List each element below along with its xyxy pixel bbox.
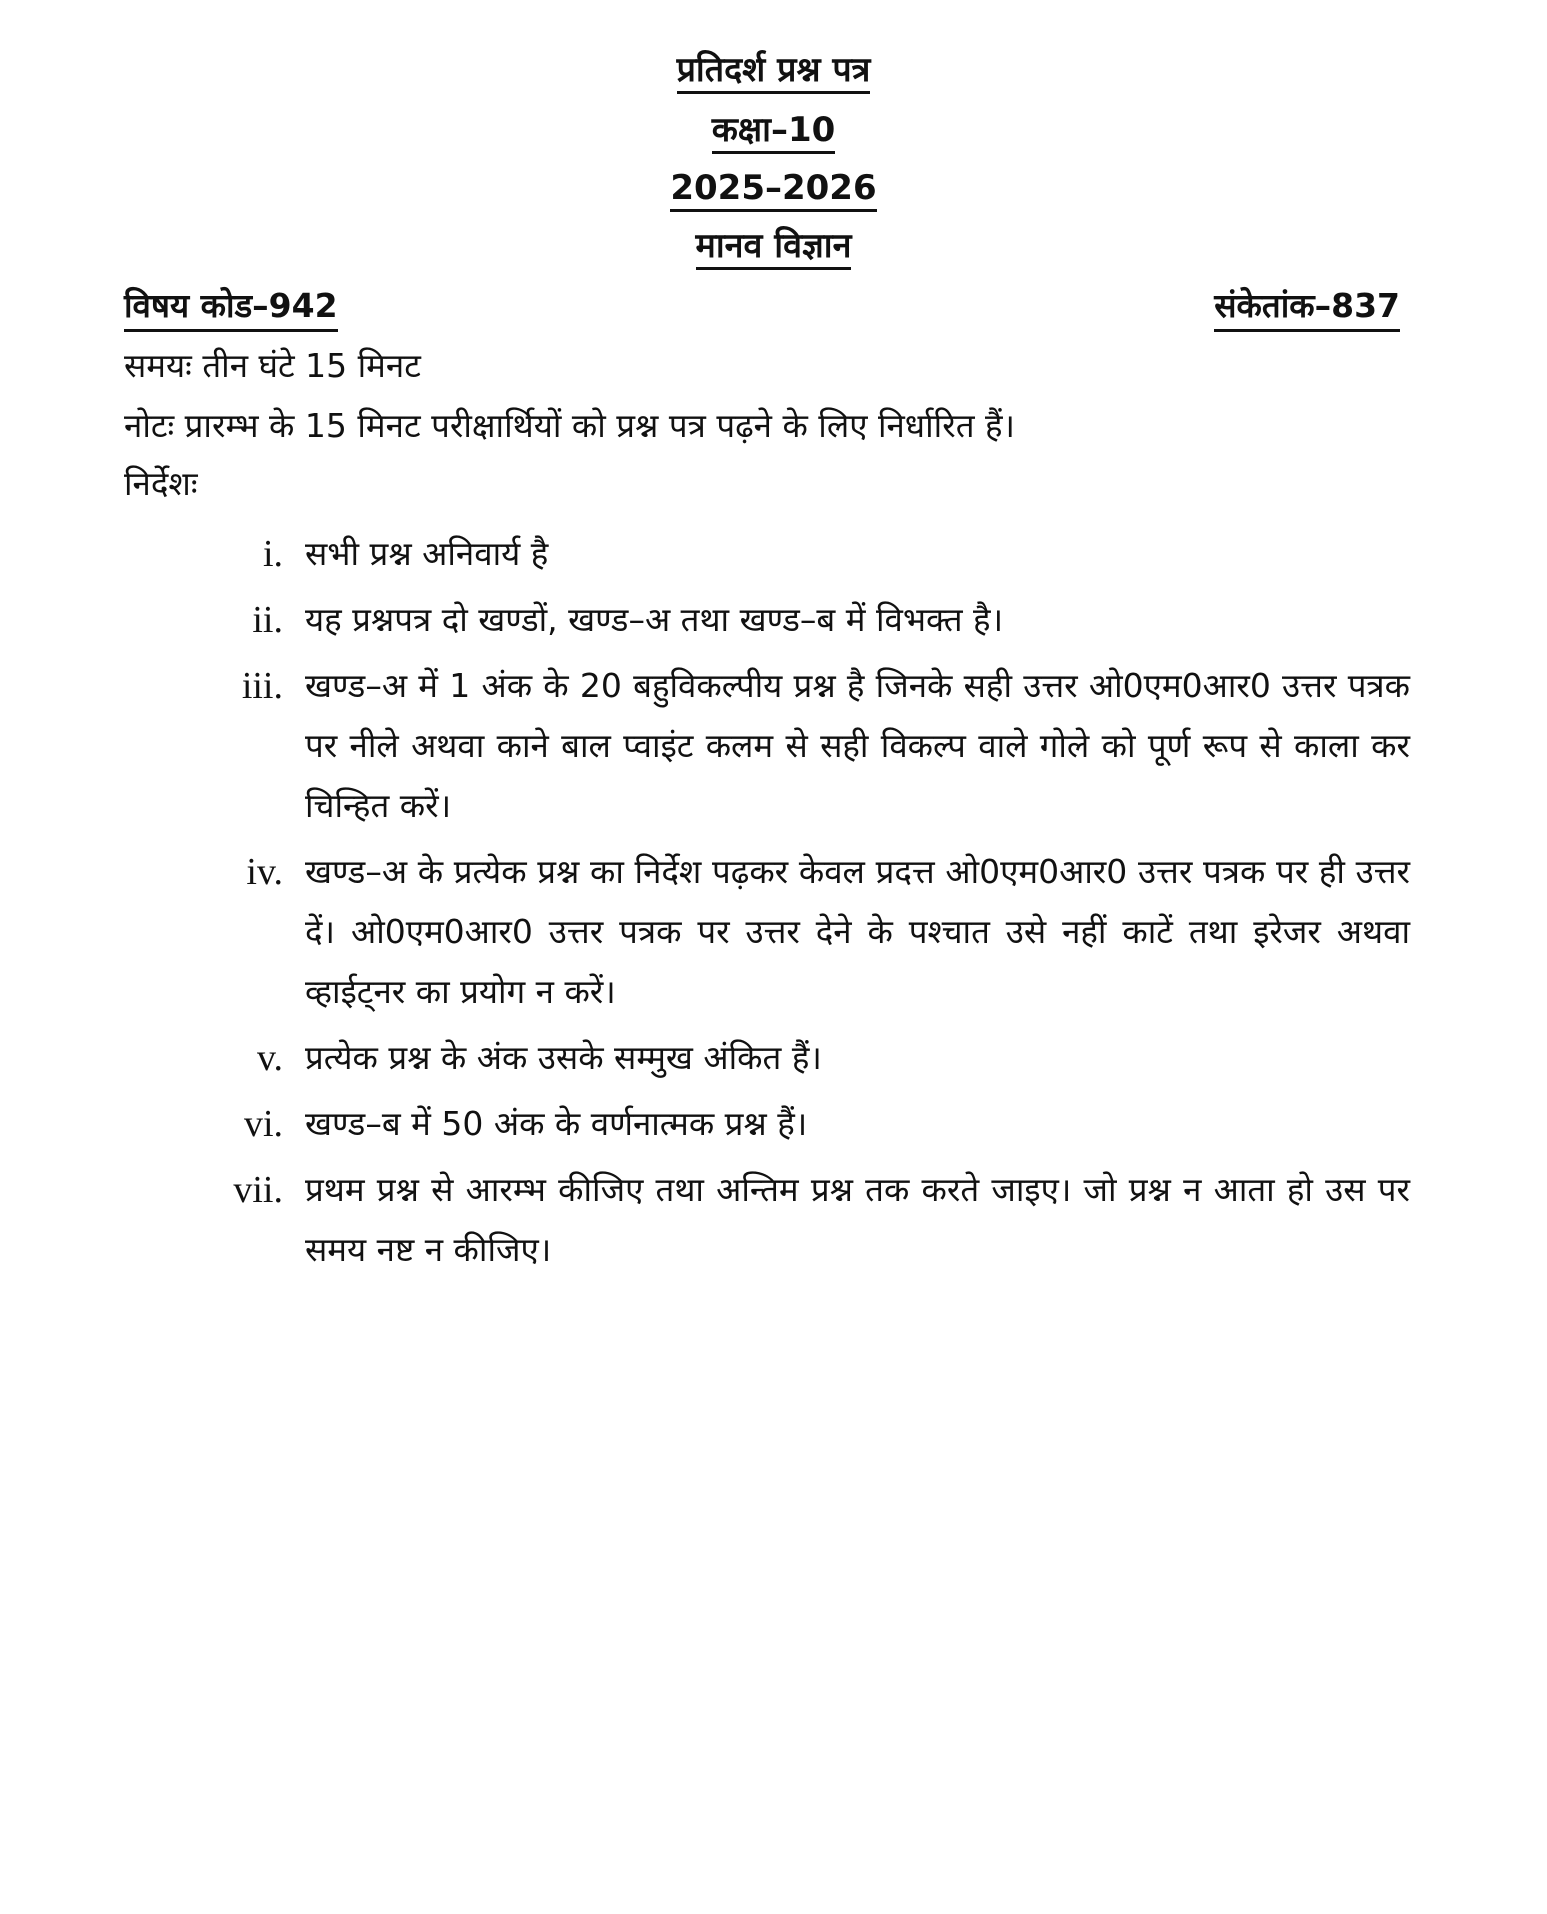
instruction-item bbox=[200, 842, 1410, 1022]
instruction-number: ii. bbox=[252, 599, 283, 641]
instruction-item bbox=[200, 524, 1410, 584]
instruction-number: iv. bbox=[246, 851, 283, 893]
instruction-text: यह प्रश्नपत्र दो खण्डों, खण्ड–अ तथा खण्ड–ब में विभक्त है। bbox=[305, 600, 1004, 639]
note-text: नोटः प्रारम्भ के 15 मिनट परीक्षार्थियों को प्रश्न पत्र पढ़ने के लिए निर्धारित हैं। bbox=[124, 406, 1016, 445]
instruction-number: vi. bbox=[243, 1103, 283, 1145]
instruction-item bbox=[200, 1028, 1410, 1088]
instruction-item bbox=[200, 656, 1410, 836]
instruction-item bbox=[200, 590, 1410, 650]
instruction-number: v. bbox=[256, 1037, 283, 1079]
instruction-item bbox=[200, 1094, 1410, 1154]
instructions-heading: निर्देशः bbox=[124, 464, 198, 503]
subject-code: विषय कोड–942 bbox=[124, 284, 338, 332]
paper-title-line bbox=[0, 48, 1547, 92]
code-number: संकेतांक–837 bbox=[1214, 284, 1400, 332]
class-label: कक्षा–10 bbox=[712, 110, 836, 154]
instruction-number: vii. bbox=[233, 1169, 283, 1211]
session-label: 2025–2026 bbox=[670, 168, 876, 212]
subject-label: मानव विज्ञान bbox=[696, 226, 852, 270]
meta-row bbox=[124, 284, 1400, 332]
instruction-text: खण्ड–अ में 1 अंक के 20 बहुविकल्पीय प्रश्न है जिनके सही उत्तर ओ0एम0आर0 उत्तर पत्रक पर नीले अथवा काने बाल प्वाइंट कलम से सही विकल्प वाले गोले को पूर्ण रूप से काला कर चिन्हित करें। bbox=[305, 666, 1410, 825]
subject-line bbox=[0, 224, 1547, 268]
instruction-text: खण्ड–ब में 50 अंक के वर्णनात्मक प्रश्न हैं। bbox=[305, 1104, 808, 1143]
instruction-number: i. bbox=[262, 533, 283, 575]
instruction-text: सभी प्रश्न अनिवार्य है bbox=[305, 534, 549, 573]
session-line bbox=[0, 166, 1547, 210]
paper-title: प्रतिदर्श प्रश्न पत्र bbox=[677, 50, 871, 94]
instruction-item bbox=[200, 1160, 1410, 1280]
time-allowed: समयः तीन घंटे 15 मिनट bbox=[124, 346, 421, 385]
instruction-text: प्रत्येक प्रश्न के अंक उसके सम्मुख अंकित हैं। bbox=[305, 1038, 822, 1077]
instruction-number: iii. bbox=[241, 665, 283, 707]
class-line bbox=[0, 108, 1547, 152]
instructions-list bbox=[200, 524, 1410, 1280]
instruction-text: प्रथम प्रश्न से आरम्भ कीजिए तथा अन्तिम प्रश्न तक करते जाइए। जो प्रश्न न आता हो उस पर समय नष्ट न कीजिए। bbox=[305, 1170, 1410, 1269]
instruction-text: खण्ड–अ के प्रत्येक प्रश्न का निर्देश पढ़कर केवल प्रदत्त ओ0एम0आर0 उत्तर पत्रक पर ही उत्तर दें। ओ0एम0आर0 उत्तर पत्रक पर उत्तर देने के पश्चात उसे नहीं काटें तथा इरेजर अथवा व्हाईट्नर का प्रयोग न करें। bbox=[305, 852, 1410, 1011]
